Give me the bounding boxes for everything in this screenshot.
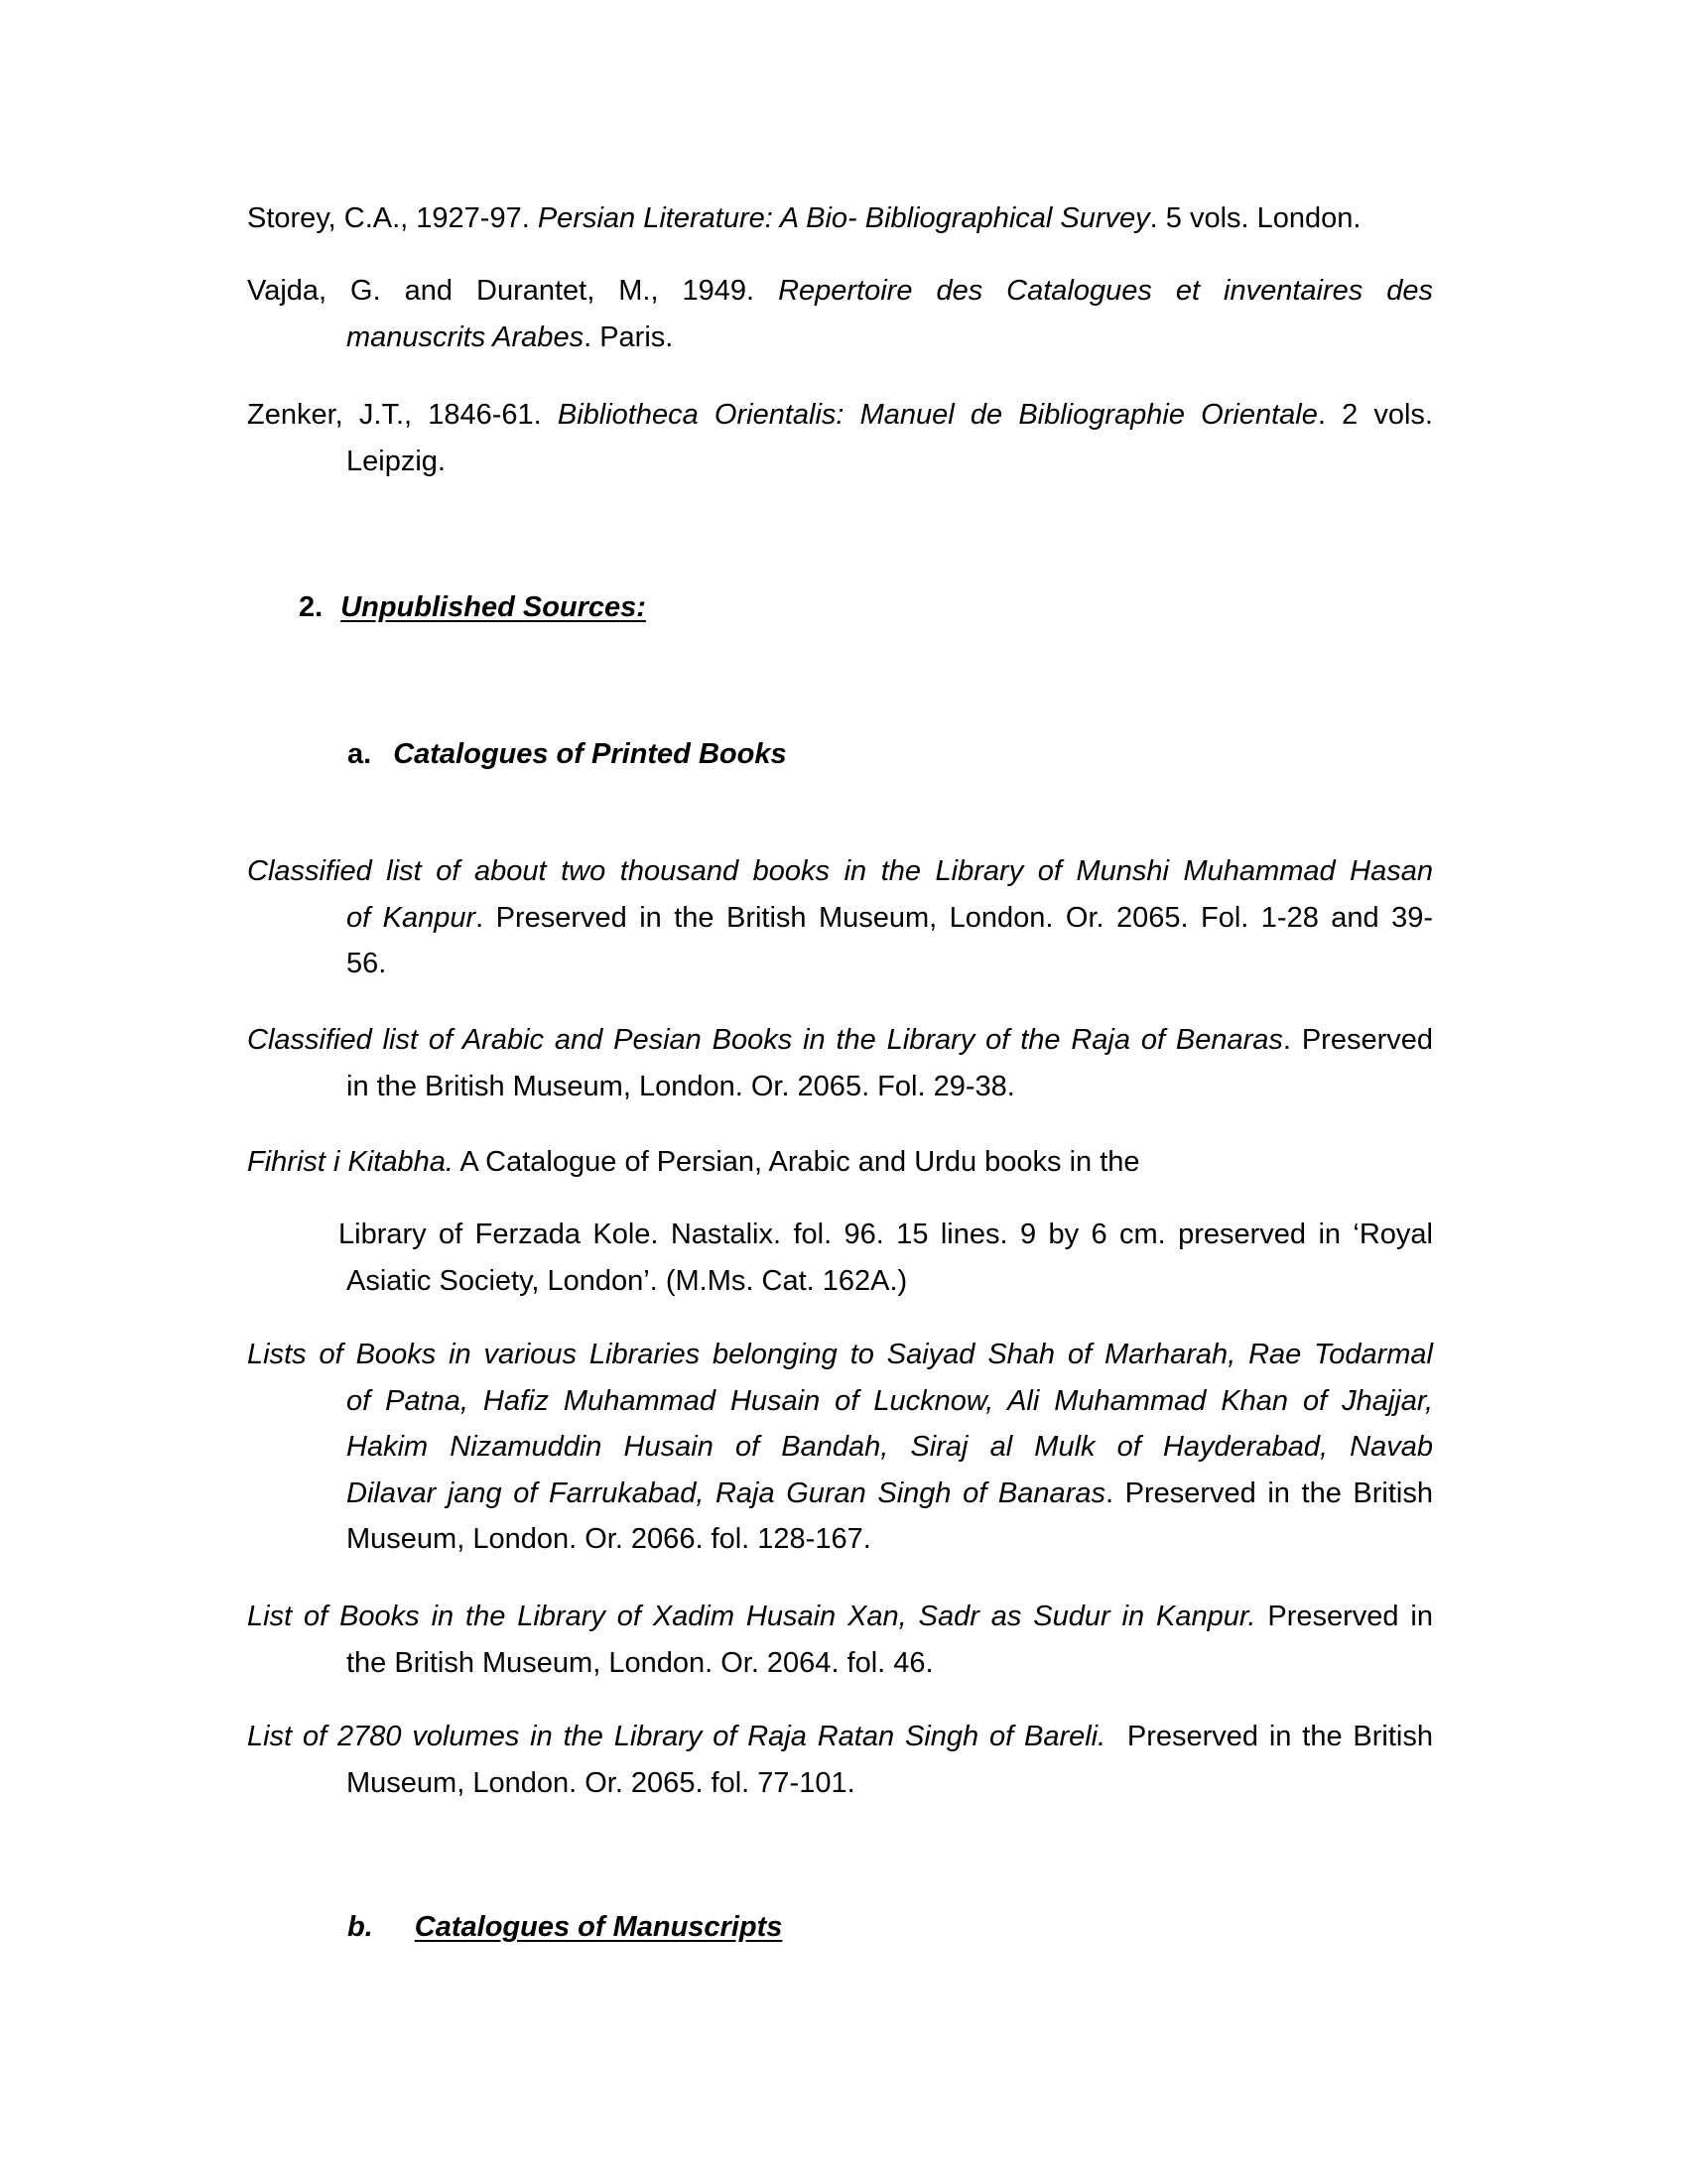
section-number: 2. [299, 591, 324, 623]
reference-line [247, 392, 1433, 439]
reference-author: Vajda, G. and Durantet, M., 1949. [247, 275, 779, 307]
subsection-letter: b. [347, 1911, 373, 1943]
reference-author: Zenker, J.T., 1846-61. [247, 399, 558, 431]
entry-line [247, 1378, 1433, 1425]
entry-details: Library of Ferzada Kole. Nastalix. fol. 96. 15 lines. 9 by 6 cm. preserved in ‘Royal [338, 1219, 1433, 1250]
entry-line [247, 941, 1433, 987]
section-title: Unpublished Sources: [340, 591, 646, 623]
entry-line [247, 1332, 1433, 1378]
reference-storey [247, 195, 1433, 242]
entry-line [247, 1139, 1433, 1186]
entry-line [247, 848, 1433, 895]
reference-line [247, 439, 1433, 485]
subsection-heading-printed-books [347, 734, 787, 774]
entry-line [247, 1594, 1433, 1640]
subsection-letter: a. [347, 738, 372, 770]
entry-details: . Preserved [1282, 1024, 1433, 1056]
reference-line [247, 315, 1433, 361]
entry-title-cont: Dilavar jang of Farrukabad, Raja Guran Singh of Banaras [346, 1477, 1105, 1509]
reference-details: . Paris. [584, 321, 674, 353]
catalogue-entry [247, 1594, 1433, 1686]
entry-line [247, 1760, 1433, 1807]
entry-title: Classified list of Arabic and Pesian Books in the Library of the Raja of Benaras [247, 1024, 1283, 1056]
entry-details: Preserved in [1255, 1601, 1433, 1632]
reference-line [247, 268, 1433, 315]
entry-details: Museum, London. Or. 2066. fol. 128-167. [346, 1523, 871, 1555]
section-heading-unpublished [299, 587, 646, 627]
reference-title-cont: manuscrits Arabes [346, 321, 584, 353]
catalogue-entry [247, 1332, 1433, 1563]
entry-details: Asiatic Society, London’. (M.Ms. Cat. 162A.) [346, 1264, 908, 1297]
reference-details: . 5 vols. London. [1149, 202, 1362, 234]
catalogue-entry [247, 1714, 1433, 1806]
entry-line [247, 1017, 1433, 1064]
entry-title-cont: of Kanpur [346, 901, 476, 934]
subsection-title: Catalogues of Printed Books [393, 738, 787, 770]
entry-details: A Catalogue of Persian, Arabic and Urdu books in the [453, 1146, 1140, 1178]
entry-line [247, 1258, 1433, 1305]
reference-title: Repertoire des Catalogues et inventaires des [778, 275, 1433, 307]
entry-details: Preserved in the British [1105, 1721, 1433, 1752]
entry-details: . Preserved in the British [1104, 1477, 1433, 1509]
reference-title: Bibliotheca Orientalis: Manuel de Bibliographie Orientale [557, 399, 1318, 431]
entry-title: List of 2780 volumes in the Library of Raja Ratan Singh of Bareli. [247, 1721, 1106, 1752]
reference-zenker [247, 392, 1433, 484]
entry-line [247, 1212, 1433, 1258]
entry-details: Museum, London. Or. 2065. fol. 77-101. [346, 1766, 855, 1799]
entry-details: 56. [346, 948, 387, 979]
catalogue-entry-continuation [247, 1212, 1433, 1304]
entry-line [247, 1064, 1433, 1110]
entry-line [247, 1714, 1433, 1760]
reference-details: . 2 vols. [1317, 399, 1433, 431]
entry-details: in the British Museum, London. Or. 2065. Fol. 29-38. [346, 1070, 1015, 1102]
subsection-heading-manuscripts [347, 1907, 782, 1947]
entry-title: List of Books in the Library of Xadim Husain Xan, Sadr as Sudur in Kanpur. [247, 1601, 1256, 1632]
entry-line [247, 1516, 1433, 1563]
entry-line [247, 1424, 1433, 1471]
subsection-title: Catalogues of Manuscripts [414, 1911, 783, 1943]
catalogue-entry [247, 1139, 1433, 1186]
entry-line [247, 895, 1433, 942]
entry-title: Classified list of about two thousand books in the Library of Munshi Muhammad Hasan [247, 855, 1433, 887]
entry-line [247, 1640, 1433, 1687]
reference-author: Storey, C.A., 1927-97. [247, 202, 538, 234]
catalogue-entry [247, 1017, 1433, 1109]
entry-title-cont: of Patna, Hafiz Muhammad Husain of Lucknow, Ali Muhammad Khan of Jhajjar, [346, 1384, 1433, 1417]
reference-line [247, 195, 1433, 242]
entry-details: . Preserved in the British Museum, London. Or. 2065. Fol. 1-28 and 39- [475, 901, 1433, 934]
entry-line [247, 1471, 1433, 1517]
reference-details: Leipzig. [346, 445, 446, 477]
entry-title: Fihrist i Kitabha. [247, 1146, 454, 1178]
entry-details: the British Museum, London. Or. 2064. fol. 46. [346, 1646, 934, 1679]
reference-title: Persian Literature: A Bio- Bibliographical Survey [537, 202, 1150, 234]
catalogue-entry [247, 848, 1433, 987]
reference-vajda [247, 268, 1433, 360]
entry-title-cont: Hakim Nizamuddin Husain of Bandah, Siraj al Mulk of Hayderabad, Navab [346, 1431, 1433, 1463]
entry-title: Lists of Books in various Libraries belonging to Saiyad Shah of Marharah, Rae Todarmal [247, 1339, 1433, 1370]
